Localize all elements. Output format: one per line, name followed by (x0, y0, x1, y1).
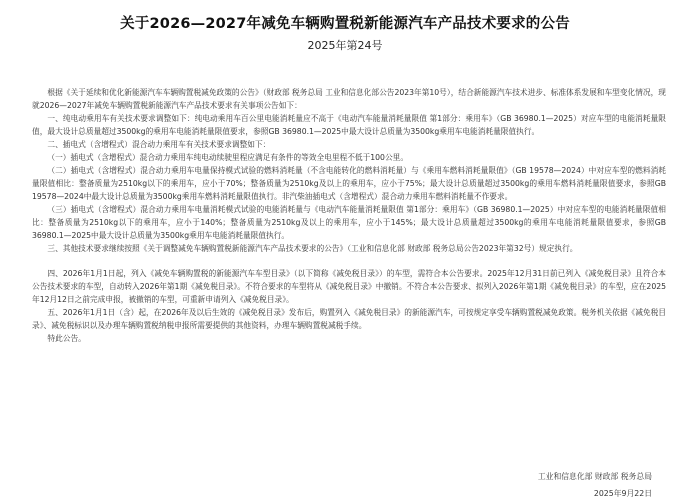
section-4-paragraph: 四、2026年1月1日起，列入《减免车辆购置税的新能源汽车车型目录》（以下简称《减免税目录》）的车型，需符合本公告要求。2025年12月31日前已列入《减免税目录》且符合本公告技术要求的车型，自动转入2026年第1期《减免税目录》。不符合要求的车型将从《减免税目录》中撤销。不符合本公告要求、拟列入2026年第1期《减免税目录》的车型，应在2025年12月12日之前完成申报，被撤销的车型，可重新申请列入《减免税目录》。 (32, 269, 666, 304)
closing-paragraph: 特此公告。 (47, 334, 86, 343)
section-3-paragraph: 三、其他技术要求继续按照《关于调整减免车辆购置税新能源汽车产品技术要求的公告》（工业和信息化部 财政部 税务总局公告2023年第32号）规定执行。 (47, 244, 578, 253)
announcement-number: 2025年第24号 (307, 39, 383, 52)
section-2-item-3: （三）插电式（含增程式）混合动力乘用车电量消耗模式试验的电能消耗量与《电动汽车能量消耗量限值 第1部分：乘用车》（GB 36980.1—2025）中对应车型的电能消耗量限值相比：整备质量为2510kg以下的乘用车，应小于140%；整备质量为2510kg及以上的乘用车，应小于145%；最大设计总质量超过3500kg的乘用车电能消耗量限值要求，参照GB 36980.1—2025中最大设计总质量为3500kg乘用车电能消耗量限值执行。 (32, 205, 666, 240)
signature-organizations: 工业和信息化部 财政部 税务总局 (537, 472, 652, 481)
section-2-paragraph: 二、插电式（含增程式）混合动力乘用车有关技术要求调整如下： (47, 140, 271, 149)
section-2-item-2: （二）插电式（含增程式）混合动力乘用车电量保持模式试验的燃料消耗量（不含电能转化的燃料消耗量）与《乘用车燃料消耗量限值》（GB 19578—2024）中对应车型的燃料消耗量限值相比：整备质量为2510kg以下的乘用车，应小于70%；整备质量为2510kg及以上的乘用车，应小于75%；最大设计总质量超过3500kg的乘用车燃料消耗量限值要求，参照GB 19578—2024中最大设计总质量为3500kg乘用车燃料消耗量限值执行。非汽柴油插电式（含增程式）混合动力乘用车燃料消耗量不作要求。 (32, 166, 666, 201)
intro-paragraph: 根据《关于延续和优化新能源汽车车辆购置税减免政策的公告》（财政部 税务总局 工业和信息化部公告2023年第10号），结合新能源汽车技术进步、标准体系发展和车型变化情况，现就2026—2027年减免车辆购置税新能源汽车产品技术要求有关事项公告如下： (32, 88, 666, 110)
announcement-body (32, 86, 666, 345)
section-2-item-1: （一）插电式（含增程式）混合动力乘用车纯电动续驶里程应满足有条件的等效全电里程不低于100公里。 (47, 153, 409, 162)
section-1-paragraph: 一、纯电动乘用车有关技术要求调整如下：纯电动乘用车百公里电能消耗量应不高于《电动汽车能量消耗量限值 第1部分：乘用车》（GB 36980.1—2025）对应车型的电能消耗量限值，最大设计总质量超过3500kg的乘用车电能消耗量限值要求，参照GB 36980.1—2025中最大设计总质量为3500kg乘用车电能消耗量限值执行。 (32, 114, 666, 136)
section-5-paragraph: 五、2026年1月1日（含）起，在2026年及以后生效的《减免税目录》发布后，购置列入《减免税目录》的新能源汽车，可按规定享受车辆购置税减免政策。税务机关依据《减免税目录》、减免税标识以及办理车辆购置税纳税申报所需要提供的其他资料，办理车辆购置税减税手续。 (32, 308, 666, 330)
signature-date: 2025年9月22日 (593, 489, 652, 498)
announcement-title: 关于2026—2027年减免车辆购置税新能源汽车产品技术要求的公告 (120, 16, 570, 32)
